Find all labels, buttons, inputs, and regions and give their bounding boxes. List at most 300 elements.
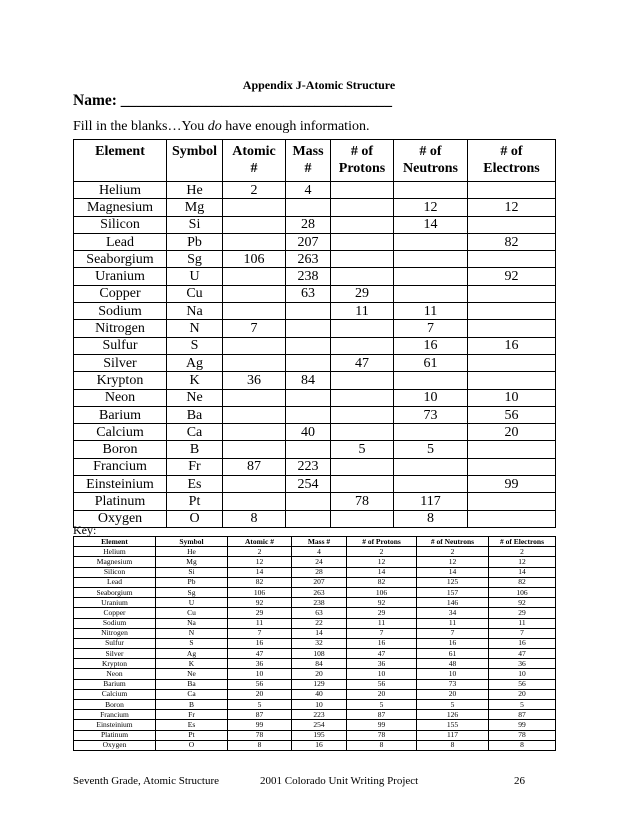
key-value-cell: 106: [489, 587, 556, 597]
key-value-cell: 78: [347, 730, 417, 740]
worksheet-value-cell: [331, 199, 394, 216]
key-value-cell: 16: [417, 638, 489, 648]
key-value-cell: 20: [228, 689, 292, 699]
worksheet-value-cell: [468, 458, 556, 475]
key-value-cell: 34: [417, 608, 489, 618]
key-value-cell: 2: [347, 547, 417, 557]
worksheet-header-row: [74, 140, 556, 182]
worksheet-element-cell: Seaborgium: [74, 251, 167, 268]
worksheet-element-cell: Platinum: [74, 493, 167, 510]
key-row: [74, 700, 556, 710]
key-element-cell: Oxygen: [74, 740, 156, 750]
worksheet-row: [74, 320, 556, 337]
key-element-cell: Lead: [74, 577, 156, 587]
worksheet-value-cell: 99: [468, 476, 556, 493]
key-value-cell: 99: [347, 720, 417, 730]
key-row: [74, 679, 556, 689]
worksheet-value-cell: U: [167, 268, 223, 285]
worksheet-value-cell: 254: [286, 476, 331, 493]
worksheet-value-cell: 2: [223, 182, 286, 199]
worksheet-row: [74, 268, 556, 285]
worksheet-value-cell: [223, 389, 286, 406]
worksheet-value-cell: [223, 493, 286, 510]
worksheet-value-cell: [223, 406, 286, 423]
worksheet-row: [74, 216, 556, 233]
key-value-cell: 7: [489, 628, 556, 638]
key-value-cell: 40: [292, 689, 347, 699]
worksheet-value-cell: [223, 268, 286, 285]
worksheet-value-cell: [331, 389, 394, 406]
worksheet-element-cell: Magnesium: [74, 199, 167, 216]
worksheet-value-cell: 63: [286, 285, 331, 302]
key-value-cell: 82: [228, 577, 292, 587]
key-value-cell: 254: [292, 720, 347, 730]
worksheet-table: [73, 139, 556, 528]
key-element-cell: Sulfur: [74, 638, 156, 648]
key-value-cell: 12: [347, 557, 417, 567]
key-value-cell: 73: [417, 679, 489, 689]
worksheet-value-cell: [331, 510, 394, 527]
key-value-cell: 47: [228, 649, 292, 659]
worksheet-value-cell: 20: [468, 424, 556, 441]
key-value-cell: U: [156, 598, 228, 608]
key-element-cell: Calcium: [74, 689, 156, 699]
worksheet-row: [74, 389, 556, 406]
key-row: [74, 587, 556, 597]
key-value-cell: 32: [292, 638, 347, 648]
worksheet-value-cell: [331, 337, 394, 354]
key-element-cell: Copper: [74, 608, 156, 618]
worksheet-value-cell: [468, 251, 556, 268]
worksheet-value-cell: Ag: [167, 354, 223, 371]
key-value-cell: 7: [228, 628, 292, 638]
key-value-cell: 12: [228, 557, 292, 567]
key-value-cell: 2: [489, 547, 556, 557]
key-header-cell: # of Electrons: [489, 537, 556, 547]
worksheet-value-cell: 238: [286, 268, 331, 285]
footer-course: Seventh Grade, Atomic Structure: [73, 775, 220, 787]
key-value-cell: Mg: [156, 557, 228, 567]
key-value-cell: 92: [489, 598, 556, 608]
key-value-cell: 14: [228, 567, 292, 577]
key-value-cell: 99: [228, 720, 292, 730]
worksheet-value-cell: [394, 285, 468, 302]
key-value-cell: 195: [292, 730, 347, 740]
key-value-cell: 29: [347, 608, 417, 618]
key-row: [74, 689, 556, 699]
worksheet-value-cell: [331, 406, 394, 423]
worksheet-value-cell: 87: [223, 458, 286, 475]
key-element-cell: Krypton: [74, 659, 156, 669]
key-value-cell: Ne: [156, 669, 228, 679]
key-value-cell: 29: [489, 608, 556, 618]
key-value-cell: 47: [489, 649, 556, 659]
worksheet-value-cell: Pb: [167, 233, 223, 250]
footer-page-number: 26: [514, 775, 525, 787]
key-value-cell: 16: [489, 638, 556, 648]
worksheet-value-cell: [223, 216, 286, 233]
worksheet-value-cell: O: [167, 510, 223, 527]
worksheet-value-cell: [286, 441, 331, 458]
key-row: [74, 638, 556, 648]
key-value-cell: 14: [489, 567, 556, 577]
key-value-cell: 92: [347, 598, 417, 608]
key-element-cell: Boron: [74, 700, 156, 710]
key-value-cell: Ag: [156, 649, 228, 659]
worksheet-value-cell: 36: [223, 372, 286, 389]
worksheet-value-cell: [468, 441, 556, 458]
key-header-cell: Symbol: [156, 537, 228, 547]
key-value-cell: Sg: [156, 587, 228, 597]
key-value-cell: 36: [228, 659, 292, 669]
worksheet-value-cell: 28: [286, 216, 331, 233]
key-row: [74, 649, 556, 659]
key-value-cell: He: [156, 547, 228, 557]
key-value-cell: 157: [417, 587, 489, 597]
worksheet-value-cell: [394, 476, 468, 493]
worksheet-value-cell: 223: [286, 458, 331, 475]
key-value-cell: 11: [228, 618, 292, 628]
key-value-cell: 87: [347, 710, 417, 720]
worksheet-value-cell: Pt: [167, 493, 223, 510]
key-value-cell: 5: [347, 700, 417, 710]
key-value-cell: Ba: [156, 679, 228, 689]
worksheet-value-cell: [331, 424, 394, 441]
key-value-cell: 12: [489, 557, 556, 567]
worksheet-value-cell: 61: [394, 354, 468, 371]
worksheet-value-cell: [331, 476, 394, 493]
worksheet-value-cell: Na: [167, 303, 223, 320]
worksheet-element-cell: Sulfur: [74, 337, 167, 354]
worksheet-element-cell: Silver: [74, 354, 167, 371]
worksheet-header-cell: # of Protons: [331, 140, 394, 182]
worksheet-value-cell: Ca: [167, 424, 223, 441]
key-value-cell: 7: [417, 628, 489, 638]
key-value-cell: 14: [347, 567, 417, 577]
worksheet-value-cell: [468, 303, 556, 320]
answer-key-table: [73, 536, 556, 751]
worksheet-value-cell: 84: [286, 372, 331, 389]
key-value-cell: 78: [489, 730, 556, 740]
worksheet-value-cell: [468, 372, 556, 389]
key-value-cell: 10: [347, 669, 417, 679]
worksheet-element-cell: Boron: [74, 441, 167, 458]
key-element-cell: Magnesium: [74, 557, 156, 567]
worksheet-header-cell: # of Electrons: [468, 140, 556, 182]
worksheet-value-cell: [286, 337, 331, 354]
worksheet-row: [74, 493, 556, 510]
worksheet-row: [74, 406, 556, 423]
worksheet-value-cell: 16: [394, 337, 468, 354]
worksheet-value-cell: [468, 510, 556, 527]
key-element-cell: Barium: [74, 679, 156, 689]
key-row: [74, 710, 556, 720]
worksheet-value-cell: Sg: [167, 251, 223, 268]
worksheet-row: [74, 372, 556, 389]
key-element-cell: Helium: [74, 547, 156, 557]
key-row: [74, 598, 556, 608]
worksheet-value-cell: 4: [286, 182, 331, 199]
key-row: [74, 669, 556, 679]
worksheet-value-cell: Es: [167, 476, 223, 493]
worksheet-value-cell: [468, 320, 556, 337]
key-row: [74, 628, 556, 638]
key-header-cell: Atomic #: [228, 537, 292, 547]
key-value-cell: Es: [156, 720, 228, 730]
worksheet-row: [74, 233, 556, 250]
key-row: [74, 720, 556, 730]
key-header-cell: # of Protons: [347, 537, 417, 547]
key-header-cell: # of Neutrons: [417, 537, 489, 547]
worksheet-value-cell: 207: [286, 233, 331, 250]
key-row: [74, 547, 556, 557]
worksheet-value-cell: [394, 268, 468, 285]
key-element-cell: Neon: [74, 669, 156, 679]
worksheet-value-cell: [223, 441, 286, 458]
key-value-cell: 8: [347, 740, 417, 750]
key-value-cell: 16: [228, 638, 292, 648]
page-title: Appendix J-Atomic Structure: [242, 78, 396, 92]
worksheet-value-cell: 117: [394, 493, 468, 510]
key-row: [74, 577, 556, 587]
worksheet-row: [74, 285, 556, 302]
footer-project: 2001 Colorado Unit Writing Project: [260, 775, 419, 787]
key-value-cell: Ca: [156, 689, 228, 699]
key-value-cell: 11: [417, 618, 489, 628]
key-value-cell: Pt: [156, 730, 228, 740]
key-value-cell: 108: [292, 649, 347, 659]
key-value-cell: 11: [347, 618, 417, 628]
key-value-cell: 56: [347, 679, 417, 689]
instructions-after: have enough information.: [221, 119, 370, 134]
worksheet-value-cell: N: [167, 320, 223, 337]
worksheet-value-cell: [331, 268, 394, 285]
key-row: [74, 740, 556, 750]
key-value-cell: 106: [347, 587, 417, 597]
worksheet-value-cell: [331, 372, 394, 389]
worksheet-value-cell: B: [167, 441, 223, 458]
key-element-cell: Uranium: [74, 598, 156, 608]
worksheet-value-cell: 8: [223, 510, 286, 527]
key-header-cell: Mass #: [292, 537, 347, 547]
worksheet-value-cell: [468, 493, 556, 510]
key-value-cell: 99: [489, 720, 556, 730]
key-value-cell: 87: [228, 710, 292, 720]
worksheet-value-cell: [223, 476, 286, 493]
worksheet-value-cell: [331, 251, 394, 268]
worksheet-value-cell: [286, 320, 331, 337]
worksheet-value-cell: 92: [468, 268, 556, 285]
worksheet-value-cell: [331, 216, 394, 233]
worksheet-value-cell: 12: [394, 199, 468, 216]
worksheet-value-cell: [331, 233, 394, 250]
worksheet-element-cell: Helium: [74, 182, 167, 199]
worksheet-value-cell: 263: [286, 251, 331, 268]
worksheet-row: [74, 182, 556, 199]
key-value-cell: B: [156, 700, 228, 710]
worksheet-header-cell: Atomic #: [223, 140, 286, 182]
worksheet-element-cell: Lead: [74, 233, 167, 250]
worksheet-value-cell: 7: [394, 320, 468, 337]
worksheet-value-cell: [468, 354, 556, 371]
worksheet-value-cell: 47: [331, 354, 394, 371]
worksheet-value-cell: K: [167, 372, 223, 389]
worksheet-body: [74, 182, 556, 528]
key-value-cell: 47: [347, 649, 417, 659]
instructions: [73, 119, 369, 135]
worksheet-value-cell: 82: [468, 233, 556, 250]
worksheet-header-cell: Symbol: [167, 140, 223, 182]
worksheet-value-cell: 78: [331, 493, 394, 510]
worksheet-value-cell: [223, 354, 286, 371]
key-value-cell: 8: [417, 740, 489, 750]
worksheet-value-cell: [331, 182, 394, 199]
worksheet-element-cell: Krypton: [74, 372, 167, 389]
worksheet-value-cell: 14: [394, 216, 468, 233]
key-row: [74, 557, 556, 567]
key-row: [74, 618, 556, 628]
worksheet-element-cell: Silicon: [74, 216, 167, 233]
key-element-cell: Silver: [74, 649, 156, 659]
worksheet-element-cell: Sodium: [74, 303, 167, 320]
key-value-cell: 117: [417, 730, 489, 740]
key-value-cell: 238: [292, 598, 347, 608]
key-value-cell: Fr: [156, 710, 228, 720]
key-value-cell: 10: [292, 700, 347, 710]
worksheet-row: [74, 199, 556, 216]
worksheet-value-cell: [223, 233, 286, 250]
key-row: [74, 567, 556, 577]
key-value-cell: 10: [228, 669, 292, 679]
key-value-cell: 263: [292, 587, 347, 597]
key-value-cell: 56: [489, 679, 556, 689]
key-value-cell: 10: [417, 669, 489, 679]
key-element-cell: Sodium: [74, 618, 156, 628]
worksheet-value-cell: 8: [394, 510, 468, 527]
worksheet-value-cell: 7: [223, 320, 286, 337]
worksheet-element-cell: Einsteinium: [74, 476, 167, 493]
worksheet-row: [74, 424, 556, 441]
worksheet-row: [74, 303, 556, 320]
key-value-cell: 10: [489, 669, 556, 679]
worksheet-value-cell: [394, 372, 468, 389]
name-field-line: Name: ___________________________________: [73, 92, 393, 109]
worksheet-row: [74, 354, 556, 371]
key-value-cell: 2: [417, 547, 489, 557]
worksheet-value-cell: [286, 354, 331, 371]
key-value-cell: N: [156, 628, 228, 638]
key-element-cell: Seaborgium: [74, 587, 156, 597]
key-value-cell: 63: [292, 608, 347, 618]
key-value-cell: 7: [347, 628, 417, 638]
worksheet-value-cell: [394, 458, 468, 475]
worksheet-value-cell: [223, 285, 286, 302]
worksheet-value-cell: [286, 199, 331, 216]
worksheet-value-cell: [286, 510, 331, 527]
key-value-cell: 36: [347, 659, 417, 669]
key-value-cell: 126: [417, 710, 489, 720]
worksheet-value-cell: [286, 406, 331, 423]
key-value-cell: 223: [292, 710, 347, 720]
key-value-cell: 8: [489, 740, 556, 750]
worksheet-row: [74, 337, 556, 354]
key-value-cell: 12: [417, 557, 489, 567]
worksheet-header-cell: # of Neutrons: [394, 140, 468, 182]
worksheet-header-cell: Mass #: [286, 140, 331, 182]
worksheet-value-cell: [468, 216, 556, 233]
worksheet-value-cell: 10: [394, 389, 468, 406]
key-value-cell: 5: [417, 700, 489, 710]
worksheet-value-cell: 5: [394, 441, 468, 458]
worksheet-value-cell: [331, 458, 394, 475]
key-value-cell: 20: [489, 689, 556, 699]
worksheet-value-cell: 29: [331, 285, 394, 302]
worksheet-value-cell: Cu: [167, 285, 223, 302]
worksheet-value-cell: 40: [286, 424, 331, 441]
worksheet-value-cell: 11: [331, 303, 394, 320]
key-value-cell: Pb: [156, 577, 228, 587]
worksheet-value-cell: 73: [394, 406, 468, 423]
worksheet-value-cell: [394, 251, 468, 268]
worksheet-value-cell: He: [167, 182, 223, 199]
worksheet-value-cell: Fr: [167, 458, 223, 475]
worksheet-element-cell: Oxygen: [74, 510, 167, 527]
worksheet-element-cell: Nitrogen: [74, 320, 167, 337]
key-value-cell: 87: [489, 710, 556, 720]
instructions-before: Fill in the blanks…You: [73, 119, 208, 134]
key-value-cell: 146: [417, 598, 489, 608]
key-value-cell: K: [156, 659, 228, 669]
worksheet-row: [74, 251, 556, 268]
key-body: [74, 547, 556, 751]
key-value-cell: 82: [347, 577, 417, 587]
key-label: Key:: [73, 523, 97, 537]
key-value-cell: 48: [417, 659, 489, 669]
key-value-cell: 20: [347, 689, 417, 699]
worksheet-value-cell: [394, 424, 468, 441]
key-value-cell: 16: [292, 740, 347, 750]
key-value-cell: 84: [292, 659, 347, 669]
key-value-cell: 22: [292, 618, 347, 628]
key-value-cell: 129: [292, 679, 347, 689]
key-row: [74, 608, 556, 618]
key-element-cell: Nitrogen: [74, 628, 156, 638]
key-value-cell: Na: [156, 618, 228, 628]
key-value-cell: 28: [292, 567, 347, 577]
key-value-cell: O: [156, 740, 228, 750]
key-value-cell: 24: [292, 557, 347, 567]
key-value-cell: 36: [489, 659, 556, 669]
worksheet-value-cell: [394, 182, 468, 199]
worksheet-value-cell: [468, 182, 556, 199]
worksheet-value-cell: Si: [167, 216, 223, 233]
key-value-cell: 61: [417, 649, 489, 659]
worksheet-element-cell: Calcium: [74, 424, 167, 441]
worksheet-value-cell: [286, 389, 331, 406]
worksheet-value-cell: [223, 303, 286, 320]
worksheet-element-cell: Neon: [74, 389, 167, 406]
key-value-cell: 14: [292, 628, 347, 638]
worksheet-value-cell: Mg: [167, 199, 223, 216]
worksheet-value-cell: [394, 233, 468, 250]
worksheet-element-cell: Copper: [74, 285, 167, 302]
worksheet-value-cell: [223, 424, 286, 441]
worksheet-element-cell: Uranium: [74, 268, 167, 285]
worksheet-value-cell: [223, 337, 286, 354]
key-value-cell: 16: [347, 638, 417, 648]
worksheet-row: [74, 476, 556, 493]
key-header-cell: Element: [74, 537, 156, 547]
